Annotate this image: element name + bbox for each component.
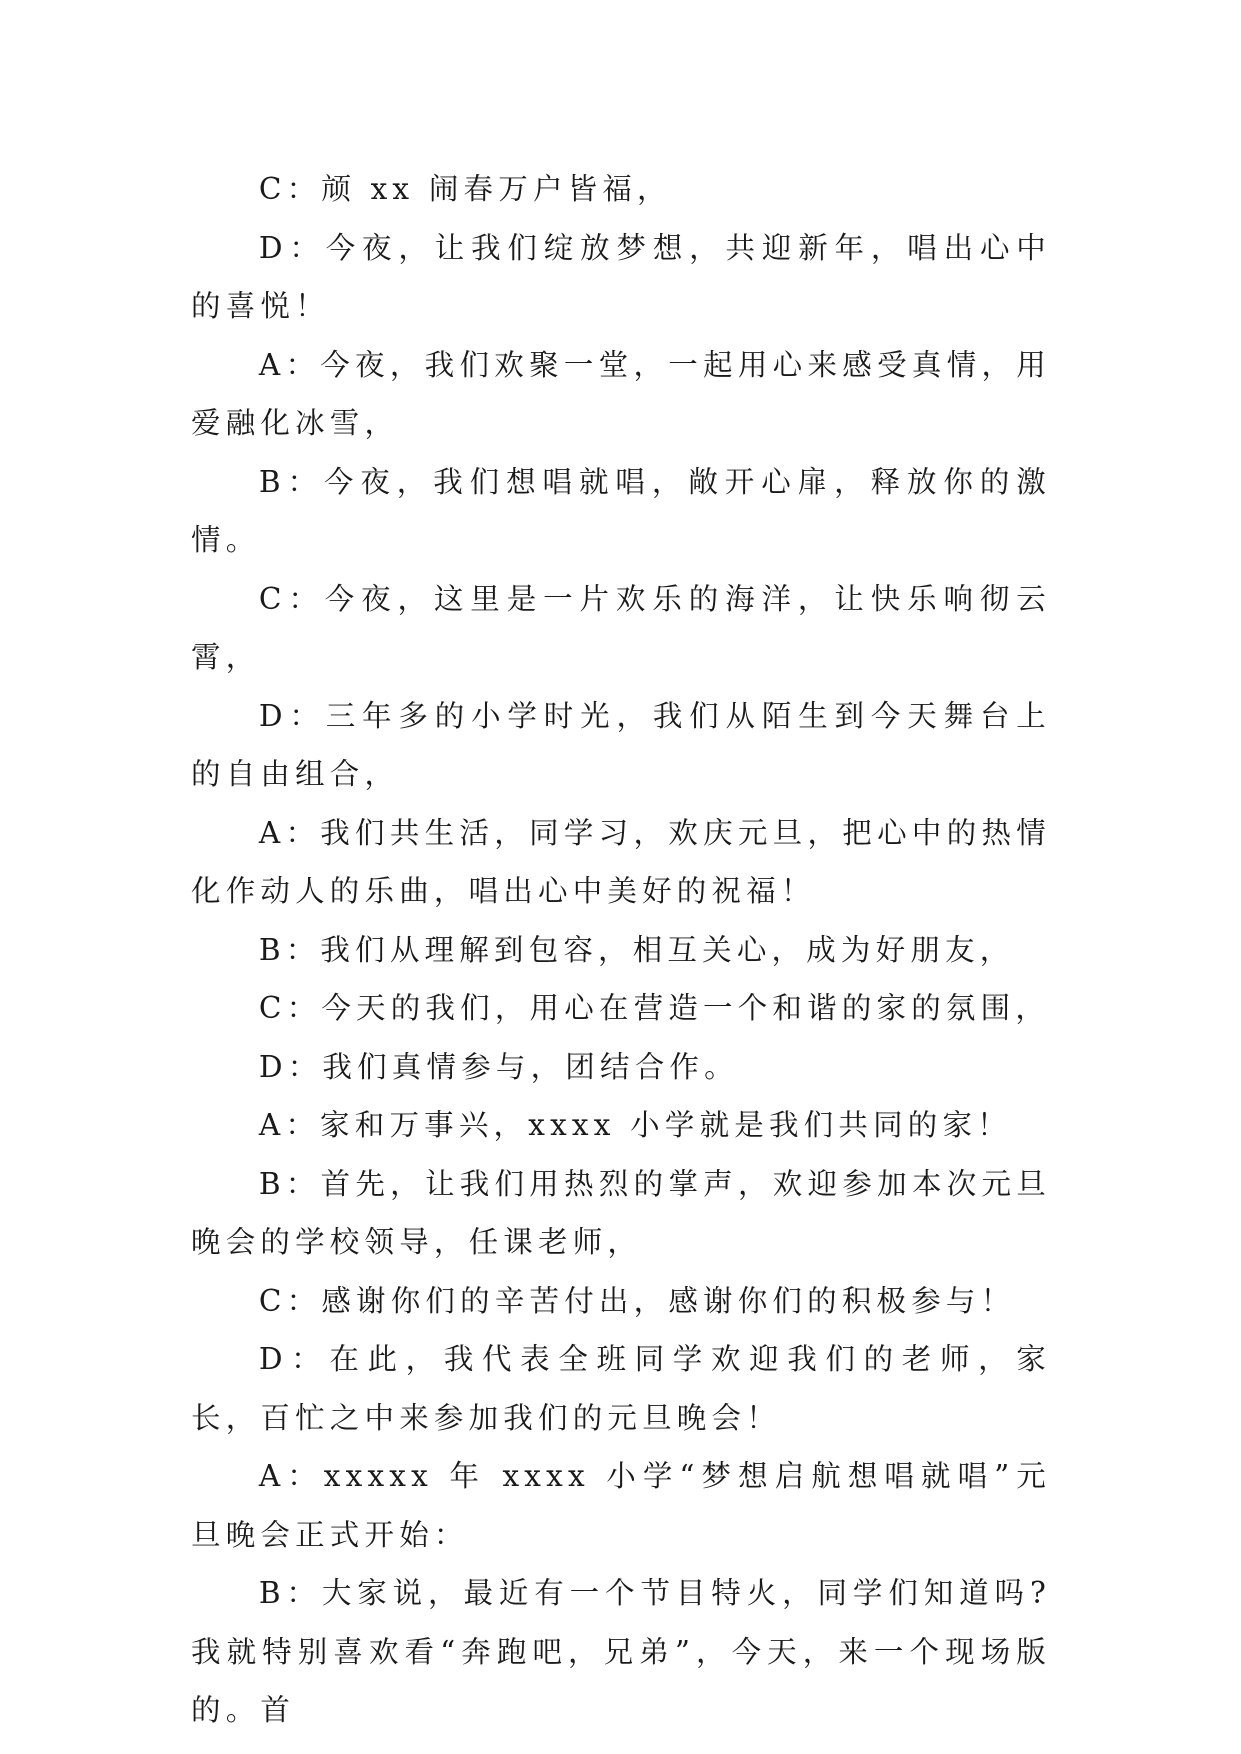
paragraph: A：xxxxx 年 xxxx 小学“梦想启航想唱就唱”元旦晚会正式开始： bbox=[191, 1459, 1051, 1552]
document-body bbox=[191, 160, 1051, 1740]
paragraph: C：颃 xx 闹春万户皆福， bbox=[258, 172, 672, 206]
paragraph: B：今夜，我们想唱就唱，敞开心扉，释放你的激情。 bbox=[191, 464, 1051, 557]
paragraph: C：今夜，这里是一片欢乐的海洋，让快乐响彻云霄， bbox=[191, 581, 1051, 674]
paragraph: B：首先，让我们用热烈的掌声，欢迎参加本次元旦晚会的学校领导，任课老师， bbox=[191, 1166, 1051, 1259]
paragraph: A：家和万事兴，xxxx 小学就是我们共同的家！ bbox=[258, 1108, 1012, 1142]
paragraph: D：在此，我代表全班同学欢迎我们的老师，家长，百忙之中来参加我们的元旦晚会！ bbox=[191, 1342, 1051, 1435]
paragraph: C：感谢你们的辛苦付出，感谢你们的积极参与！ bbox=[258, 1283, 1016, 1318]
paragraph: B：我们从理解到包容，相互关心，成为好朋友， bbox=[258, 932, 1015, 967]
paragraph: A：今夜，我们欢聚一堂，一起用心来感受真情，用爱融化冰雪， bbox=[191, 347, 1051, 440]
paragraph: A：我们共生活，同学习，欢庆元旦，把心中的热情化作动人的乐曲，唱出心中美好的祝福！ bbox=[191, 815, 1051, 908]
paragraph: D：今夜，让我们绽放梦想，共迎新年，唱出心中的喜悦！ bbox=[191, 230, 1051, 323]
paragraph: D：三年多的小学时光，我们从陌生到今天舞台上的自由组合， bbox=[191, 698, 1051, 791]
paragraph: B：大家说，最近有一个节目特火，同学们知道吗?我就特别喜欢看“奔跑吧，兄弟”，今天，来一个现场版的。首 bbox=[191, 1576, 1051, 1727]
paragraph: C：今天的我们，用心在营造一个和谐的家的氛围， bbox=[258, 991, 1051, 1025]
paragraph: D：我们真情参与，团结合作。 bbox=[258, 1049, 739, 1084]
